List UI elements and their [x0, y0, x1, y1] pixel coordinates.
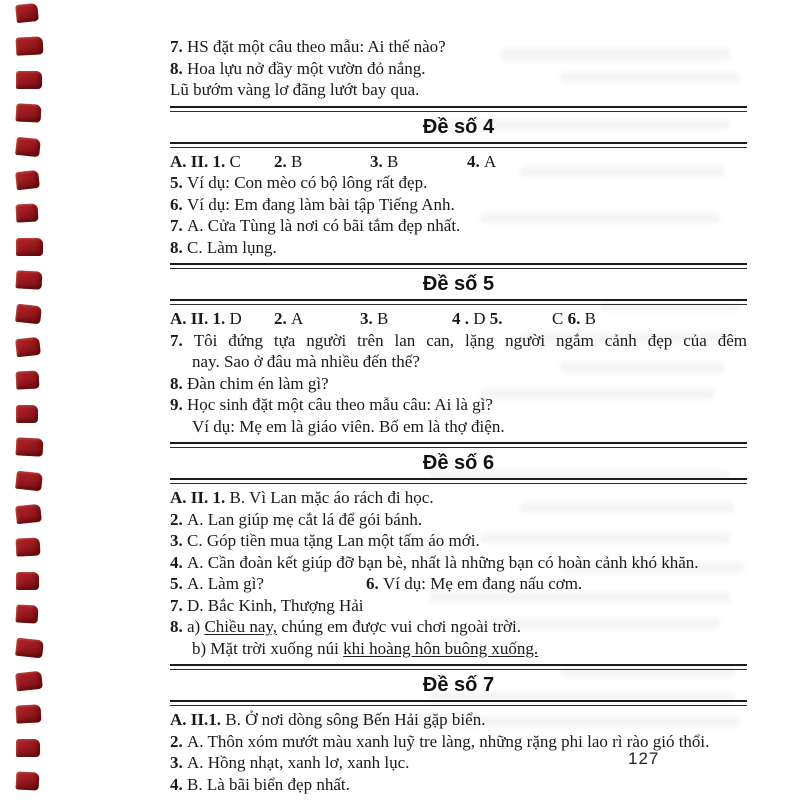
text-segment: 4 .	[452, 309, 474, 328]
text-segment: A. Hồng nhạt, xanh lơ, xanh lục.	[187, 753, 410, 772]
red-cover-fragment	[16, 437, 44, 456]
text-segment: 8.	[170, 617, 187, 636]
red-cover-fragment	[15, 3, 39, 23]
answer-line	[170, 215, 747, 237]
text-segment: 5.	[170, 173, 187, 192]
text-segment: 2.	[274, 151, 291, 171]
red-cover-fragment	[16, 572, 39, 590]
text-segment: 7.	[170, 216, 187, 235]
answer-cell	[170, 573, 366, 595]
red-cover-fragment	[16, 238, 43, 256]
red-cover-fragment	[16, 271, 43, 290]
text-segment: a)	[187, 617, 205, 636]
answer-line	[170, 616, 747, 638]
red-cover-fragment	[15, 470, 43, 491]
text-segment: 7.	[170, 330, 194, 350]
horizontal-rule	[170, 142, 747, 148]
text-segment: 4.	[467, 151, 484, 171]
text-segment: Ví dụ: Con mèo có bộ lông rất đẹp.	[187, 173, 428, 192]
red-cover-fragment	[16, 605, 39, 624]
horizontal-rule	[170, 106, 747, 112]
answer-line	[170, 595, 747, 617]
text-segment: 7.	[170, 37, 187, 56]
page-number: 127	[628, 749, 660, 768]
text-segment: khi hoàng hôn buông xuống.	[343, 638, 539, 658]
answer-cell	[467, 151, 496, 173]
section-title: Đề số 6	[422, 452, 495, 474]
answer-line	[170, 36, 747, 58]
section-title: Đề số 5	[422, 273, 495, 295]
section-title: Đề số 7	[422, 674, 495, 696]
text-segment: A. Cần đoàn kết giúp đỡ bạn bè, nhất là những bạn có hoàn cảnh khó khăn.	[187, 552, 699, 572]
text-segment: Ví dụ: Em đang làm bài tập Tiếng Anh.	[187, 194, 455, 214]
text-segment: C	[229, 151, 241, 171]
text-segment: 2.	[170, 509, 187, 529]
answer-line	[170, 194, 747, 216]
answer-cell	[170, 151, 274, 173]
answer-line	[170, 308, 747, 330]
horizontal-rule	[170, 263, 747, 269]
text-segment: 7.	[170, 595, 187, 615]
answer-line	[170, 530, 747, 552]
answer-cell	[274, 308, 360, 330]
text-segment: Ví dụ: Mẹ em đang nấu cơm.	[383, 574, 583, 593]
answer-line	[170, 752, 747, 774]
text-segment: 8.	[170, 58, 187, 78]
red-cover-fragment	[15, 170, 40, 190]
horizontal-rule	[170, 700, 747, 706]
red-cover-fragment	[16, 71, 42, 89]
red-cover-fragment	[16, 538, 41, 557]
text-segment: 2.	[274, 309, 291, 328]
answer-line	[170, 774, 747, 796]
text-segment: D	[473, 309, 490, 328]
text-segment: A. II. 1.	[170, 151, 230, 171]
answer-line	[170, 416, 747, 438]
red-cover-fragment	[15, 637, 44, 658]
text-segment: 6.	[170, 194, 187, 214]
answer-line	[170, 487, 747, 509]
text-segment: B	[584, 309, 596, 328]
red-cover-fragment	[16, 772, 40, 791]
horizontal-rule	[170, 478, 747, 484]
text-segment: 3.	[370, 151, 387, 171]
answer-cell	[366, 573, 582, 595]
section-title: Đề số 4	[422, 115, 495, 138]
answer-line	[170, 151, 747, 173]
text-segment: B. Ở nơi dòng sông Bến Hải gặp biển.	[225, 710, 486, 729]
answer-cell	[274, 151, 370, 173]
answer-line	[170, 709, 747, 731]
text-segment: Ví dụ: Mẹ em là giáo viên. Bố em là thợ điện.	[192, 416, 505, 436]
text-segment: B. Vì Lan mặc áo rách đi học.	[229, 488, 434, 507]
text-segment: 6.	[567, 309, 585, 328]
red-cover-fragment	[16, 371, 40, 390]
answer-line	[170, 373, 747, 395]
text-segment: 5.	[489, 309, 503, 328]
text-segment: B	[377, 309, 389, 328]
text-segment: A. Lan giúp mẹ cắt lá để gói bánh.	[187, 509, 423, 529]
text-segment: 5.	[170, 574, 187, 593]
text-segment: 3.	[360, 309, 377, 328]
text-segment: b) Mặt trời xuống núi	[192, 638, 344, 658]
section-header	[170, 664, 747, 706]
answer-line	[170, 573, 747, 595]
red-cover-fragment	[16, 37, 44, 56]
answer-line	[170, 509, 747, 531]
answer-cell	[452, 308, 552, 330]
text-segment: 9.	[170, 395, 187, 414]
text-segment: 4.	[170, 774, 187, 794]
red-cover-fragment	[16, 104, 42, 123]
section-header	[170, 442, 747, 484]
text-segment: 6.	[366, 574, 383, 593]
text-segment: Lũ bướm vàng lơ đãng lướt bay qua.	[170, 80, 420, 99]
text-segment: Chiều nay,	[204, 617, 278, 636]
text-segment: D. Bắc Kinh, Thượng Hải	[187, 595, 364, 615]
text-segment: A. II. 1.	[170, 309, 230, 328]
text-segment: C	[552, 309, 568, 328]
answer-line	[170, 79, 747, 101]
text-segment: Hoa lựu nở đầy một vườn đỏ nắng.	[187, 58, 426, 78]
text-segment: nay. Sao ở đâu mà nhiều đến thế?	[192, 352, 420, 371]
answer-line	[170, 172, 747, 194]
text-segment: 8.	[170, 237, 187, 257]
text-segment: A	[484, 151, 497, 171]
red-cover-fragment	[15, 337, 41, 357]
text-segment: 2.	[170, 731, 187, 751]
text-segment: A. Cửa Tùng là nơi có bãi tắm đẹp nhất.	[187, 216, 461, 235]
left-edge-binding	[0, 0, 60, 800]
answer-line	[170, 638, 747, 660]
answer-line	[170, 58, 747, 80]
red-cover-fragment	[16, 739, 40, 757]
text-segment: HS đặt một câu theo mẫu: Ai thế nào?	[187, 37, 446, 56]
text-segment: C. Góp tiền mua tặng Lan một tấm áo mới.	[187, 531, 480, 550]
text-segment: D	[229, 309, 242, 328]
text-segment: B	[291, 151, 303, 171]
text-segment: 3.	[170, 753, 187, 772]
horizontal-rule	[170, 664, 747, 670]
text-segment: C. Làm lụng.	[187, 237, 277, 257]
text-segment: A	[291, 309, 304, 328]
red-cover-fragment	[16, 204, 39, 223]
text-segment: chúng em được vui chơi ngoài trời.	[277, 617, 521, 636]
section-header	[170, 263, 747, 305]
answer-line	[170, 552, 747, 574]
answer-cell	[360, 308, 452, 330]
answer-line	[170, 731, 747, 753]
text-segment: A. II.1.	[170, 710, 226, 729]
text-segment: A. Làm gì?	[187, 574, 264, 593]
answer-line	[170, 394, 747, 416]
horizontal-rule	[170, 442, 747, 448]
text-segment: Học sinh đặt một câu theo mẫu câu: Ai là gì?	[187, 395, 493, 414]
answer-line	[170, 237, 747, 259]
text-segment: Tôi đứng tựa người trên lan can, lặng người ngắm cảnh đẹp của đêm	[193, 330, 748, 350]
red-cover-fragment	[15, 136, 41, 156]
red-cover-fragment	[16, 705, 42, 724]
page-content	[170, 36, 747, 795]
red-cover-fragment	[15, 671, 43, 692]
answer-cell	[170, 308, 274, 330]
text-segment: B. Là bãi biển đẹp nhất.	[187, 774, 350, 794]
text-segment: 3.	[170, 531, 187, 550]
section-header	[170, 106, 747, 148]
answer-line	[170, 351, 747, 373]
text-segment: A. II. 1.	[170, 488, 230, 507]
red-cover-fragment	[15, 504, 42, 525]
red-cover-fragment	[16, 405, 38, 423]
text-segment: Đàn chim én làm gì?	[187, 373, 329, 393]
text-segment: 8.	[170, 373, 187, 393]
text-segment: B	[387, 151, 399, 171]
text-segment: A. Thôn xóm mướt màu xanh luỹ tre làng, những rặng phi lao rì rào gió thổi.	[187, 731, 710, 751]
text-segment: 4.	[170, 552, 187, 572]
horizontal-rule	[170, 299, 747, 305]
red-cover-fragment	[15, 303, 42, 324]
answer-line	[170, 330, 747, 352]
answer-cell	[370, 151, 467, 173]
answer-cell	[552, 308, 596, 330]
